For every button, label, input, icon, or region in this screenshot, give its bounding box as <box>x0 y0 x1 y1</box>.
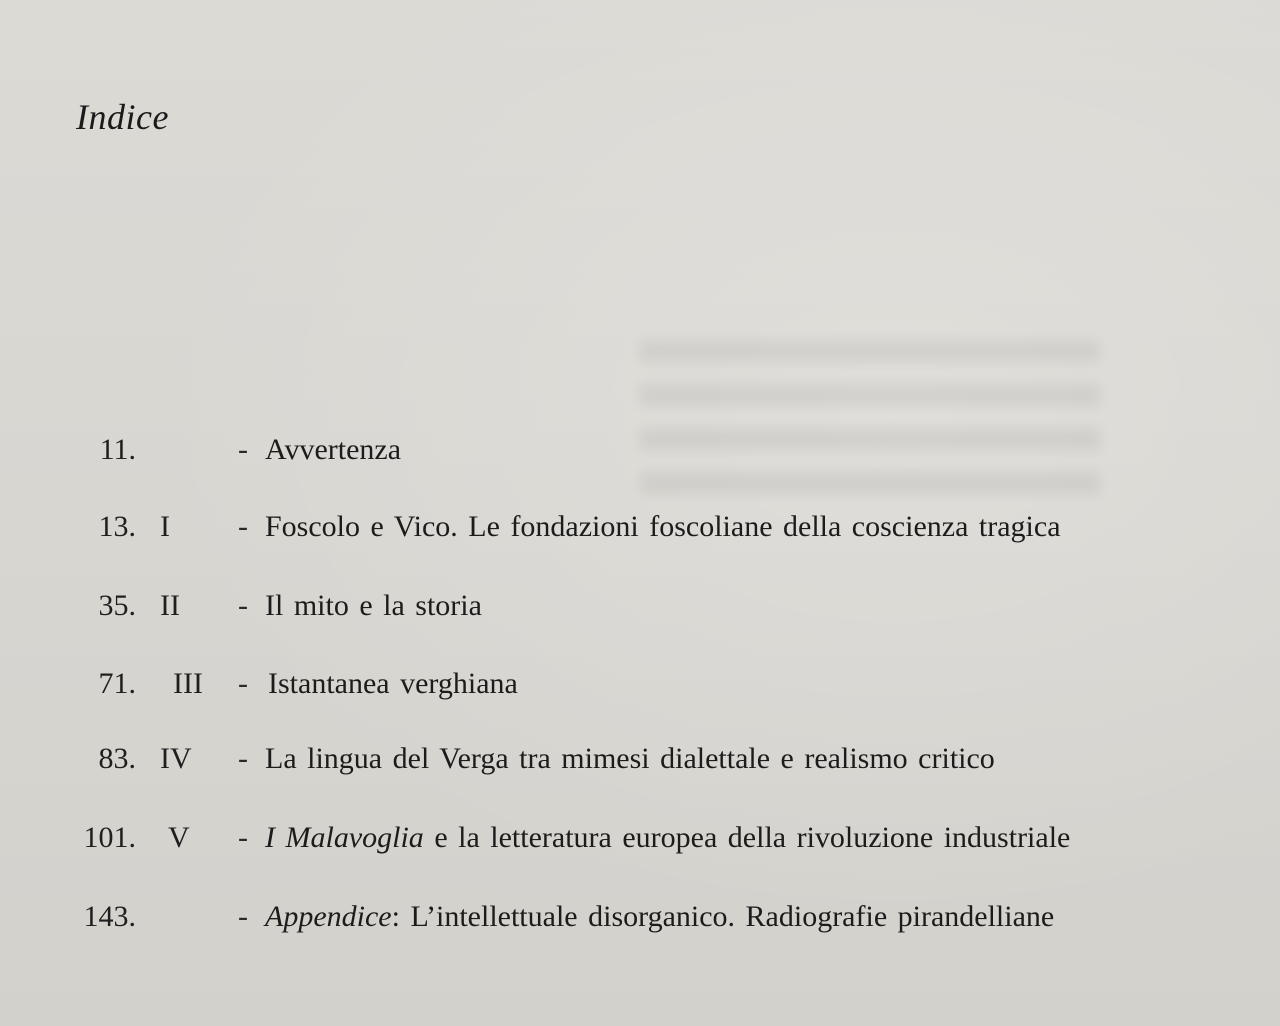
show-through-shadow <box>640 340 1100 500</box>
entry-title-part: Il mito e la storia <box>265 589 482 622</box>
entry-title <box>265 816 1070 860</box>
entry-title-part: Foscolo e Vico. Le fondazioni foscoliane della coscienza tragica <box>265 510 1061 543</box>
toc-entry <box>0 662 1280 706</box>
separator-dash: - <box>238 510 248 543</box>
toc-entry <box>0 428 1280 472</box>
page-number: 83. <box>98 742 136 775</box>
chapter-number: IV <box>160 742 192 775</box>
separator-dash: - <box>238 742 248 775</box>
chapter-number: I <box>160 510 170 543</box>
toc-entry <box>0 584 1280 628</box>
page-number: 35. <box>98 589 136 622</box>
page-number: 11. <box>99 433 136 466</box>
entry-title <box>268 662 518 706</box>
entry-title-part: La lingua del Verga tra mimesi dialettale e realismo critico <box>265 742 995 775</box>
chapter-number: V <box>168 821 190 854</box>
chapter-number: III <box>173 667 203 700</box>
separator-dash: - <box>238 589 248 622</box>
separator-dash: - <box>238 900 248 933</box>
chapter-number: II <box>160 589 180 622</box>
separator-dash: - <box>238 821 248 854</box>
entry-title-part: Istantanea verghiana <box>268 667 518 700</box>
toc-entry <box>0 895 1280 939</box>
entry-title <box>265 428 401 472</box>
page-number: 101. <box>83 821 136 854</box>
entry-title <box>265 737 995 781</box>
page-number: 13. <box>98 510 136 543</box>
entry-title-italic-part: I Malavoglia <box>265 821 424 854</box>
entry-title <box>265 895 1054 939</box>
entry-title <box>265 584 482 628</box>
index-title: Indice <box>76 97 169 137</box>
separator-dash: - <box>238 433 248 466</box>
entry-title-italic-part: Appendice <box>265 900 392 933</box>
entry-title <box>265 505 1061 549</box>
entry-title-part: : L’intellettuale disorganico. Radiografie pirandelliane <box>391 900 1055 933</box>
entry-title-part: Avvertenza <box>265 433 402 466</box>
toc-entry <box>0 816 1280 860</box>
page-number: 143. <box>83 900 136 933</box>
entry-title-part: e la letteratura europea della rivoluzione industriale <box>423 821 1071 854</box>
toc-entry <box>0 505 1280 549</box>
toc-entry <box>0 737 1280 781</box>
separator-dash: - <box>238 667 248 700</box>
page-number: 71. <box>98 667 136 700</box>
